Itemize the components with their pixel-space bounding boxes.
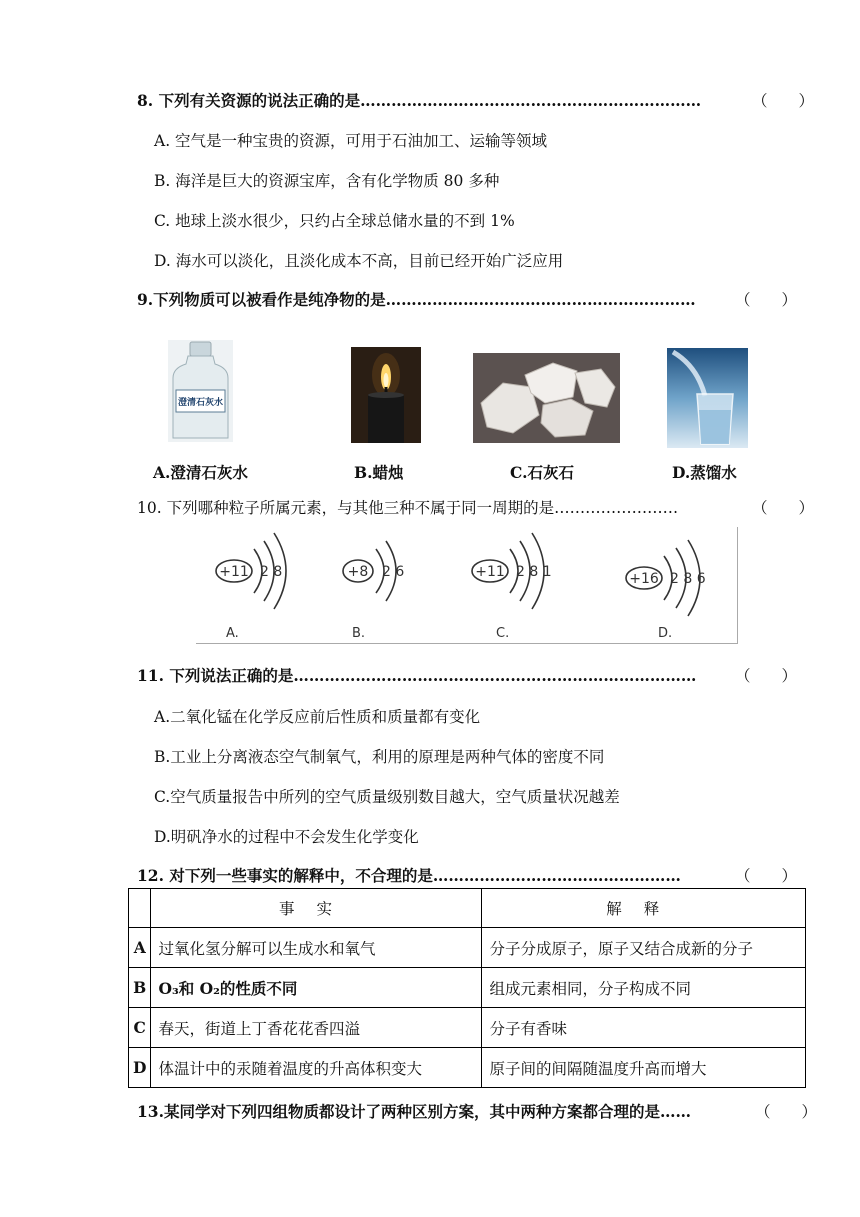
table-row bbox=[129, 968, 806, 1008]
row-letter: C bbox=[129, 1008, 151, 1048]
q11-option-a: A.二氧化锰在化学反应前后性质和质量都有变化 bbox=[154, 708, 481, 726]
q9-caption-d: D.蒸馏水 bbox=[672, 463, 737, 482]
atom-b-label: B. bbox=[352, 626, 366, 641]
table-row bbox=[129, 1008, 806, 1048]
distilled-water-image bbox=[667, 348, 748, 448]
q8-option-d: D. 海水可以淡化，且淡化成本不高，目前已经开始广泛应用 bbox=[154, 252, 564, 270]
table-header-row bbox=[129, 889, 806, 928]
atom-a-label: A. bbox=[226, 626, 239, 641]
q12-answer-paren: （ ） bbox=[735, 867, 798, 885]
q9-answer-paren: （ ） bbox=[735, 291, 798, 309]
q13-stem: 13.某同学对下列四组物质都设计了两种区别方案，其中两种方案都合理的是…… bbox=[137, 1102, 691, 1121]
limewater-bottle-image bbox=[168, 340, 233, 442]
bottle-label: 澄清石灰水 bbox=[177, 398, 224, 408]
table-row bbox=[129, 1048, 806, 1088]
atom-a-diagram bbox=[216, 533, 286, 641]
q12-stem: 12. 对下列一些事实的解释中，不合理的是………………………………………… bbox=[137, 866, 681, 885]
q9-caption-a: A.澄清石灰水 bbox=[153, 463, 248, 482]
row-letter: B bbox=[129, 968, 151, 1008]
table-header-letter bbox=[129, 889, 151, 928]
atom-a-shells: 2 8 bbox=[260, 564, 283, 580]
row-explain: 原子间的间隔随温度升高而增大 bbox=[482, 1048, 806, 1088]
atom-b-diagram bbox=[343, 541, 404, 641]
q11-answer-paren: （ ） bbox=[735, 667, 798, 685]
row-explain: 分子有香味 bbox=[482, 1008, 806, 1048]
row-fact: 过氧化氢分解可以生成水和氧气 bbox=[151, 928, 482, 968]
atom-d-shells: 2 8 6 bbox=[670, 571, 706, 587]
atom-d-diagram bbox=[626, 540, 706, 641]
atom-c-diagram bbox=[472, 533, 552, 641]
q12-facts-table bbox=[128, 888, 806, 1088]
row-letter: D bbox=[129, 1048, 151, 1088]
limestone-image bbox=[473, 353, 620, 443]
row-explain: 组成元素相同，分子构成不同 bbox=[482, 968, 806, 1008]
q11-option-d: D.明矾净水的过程中不会发生化学变化 bbox=[154, 828, 419, 846]
atom-structure-figure bbox=[196, 527, 738, 644]
q8-stem: 8. 下列有关资源的说法正确的是………………………………………………………… bbox=[137, 91, 702, 110]
candle-image bbox=[351, 347, 421, 443]
atom-d-nucleus: +16 bbox=[629, 571, 659, 587]
q13-answer-paren: （ ） bbox=[755, 1103, 818, 1121]
q8-option-a: A. 空气是一种宝贵的资源，可用于石油加工、运输等领域 bbox=[154, 132, 548, 150]
q11-option-c: C.空气质量报告中所列的空气质量级别数目越大，空气质量状况越差 bbox=[154, 788, 620, 806]
atom-a-nucleus: +11 bbox=[219, 564, 249, 580]
q8-option-c: C. 地球上淡水很少，只约占全球总储水量的不到 1% bbox=[154, 212, 515, 230]
row-fact: O₃和 O₂的性质不同 bbox=[151, 968, 482, 1008]
row-explain: 分子分成原子，原子又结合成新的分子 bbox=[482, 928, 806, 968]
q9-stem: 9.下列物质可以被看作是纯净物的是…………………………………………………… bbox=[137, 290, 696, 309]
table-row bbox=[129, 928, 806, 968]
atom-c-nucleus: +11 bbox=[475, 564, 505, 580]
q10-stem: 10. 下列哪种粒子所属元素，与其他三种不属于同一周期的是…………………… bbox=[137, 499, 679, 517]
atom-d-label: D. bbox=[658, 626, 673, 641]
q11-option-b: B.工业上分离液态空气制氧气，利用的原理是两种气体的密度不同 bbox=[154, 748, 605, 766]
atom-c-shells: 2 8 1 bbox=[516, 564, 552, 580]
table-header-explain: 解释 bbox=[482, 889, 806, 928]
q10-answer-paren: （ ） bbox=[752, 499, 815, 517]
row-fact: 春天，街道上丁香花花香四溢 bbox=[151, 1008, 482, 1048]
row-letter: A bbox=[129, 928, 151, 968]
atom-c-label: C. bbox=[496, 626, 510, 641]
atom-b-nucleus: +8 bbox=[347, 564, 369, 580]
q9-caption-b: B.蜡烛 bbox=[354, 463, 404, 482]
q8-answer-paren: （ ） bbox=[752, 92, 815, 110]
atom-b-shells: 2 6 bbox=[382, 564, 405, 580]
q11-stem: 11. 下列说法正确的是…………………………………………………………………… bbox=[137, 666, 697, 685]
q9-caption-c: C.石灰石 bbox=[510, 463, 574, 482]
row-fact: 体温计中的汞随着温度的升高体积变大 bbox=[151, 1048, 482, 1088]
q8-option-b: B. 海洋是巨大的资源宝库，含有化学物质 80 多种 bbox=[154, 172, 500, 190]
table-header-fact: 事实 bbox=[151, 889, 482, 928]
